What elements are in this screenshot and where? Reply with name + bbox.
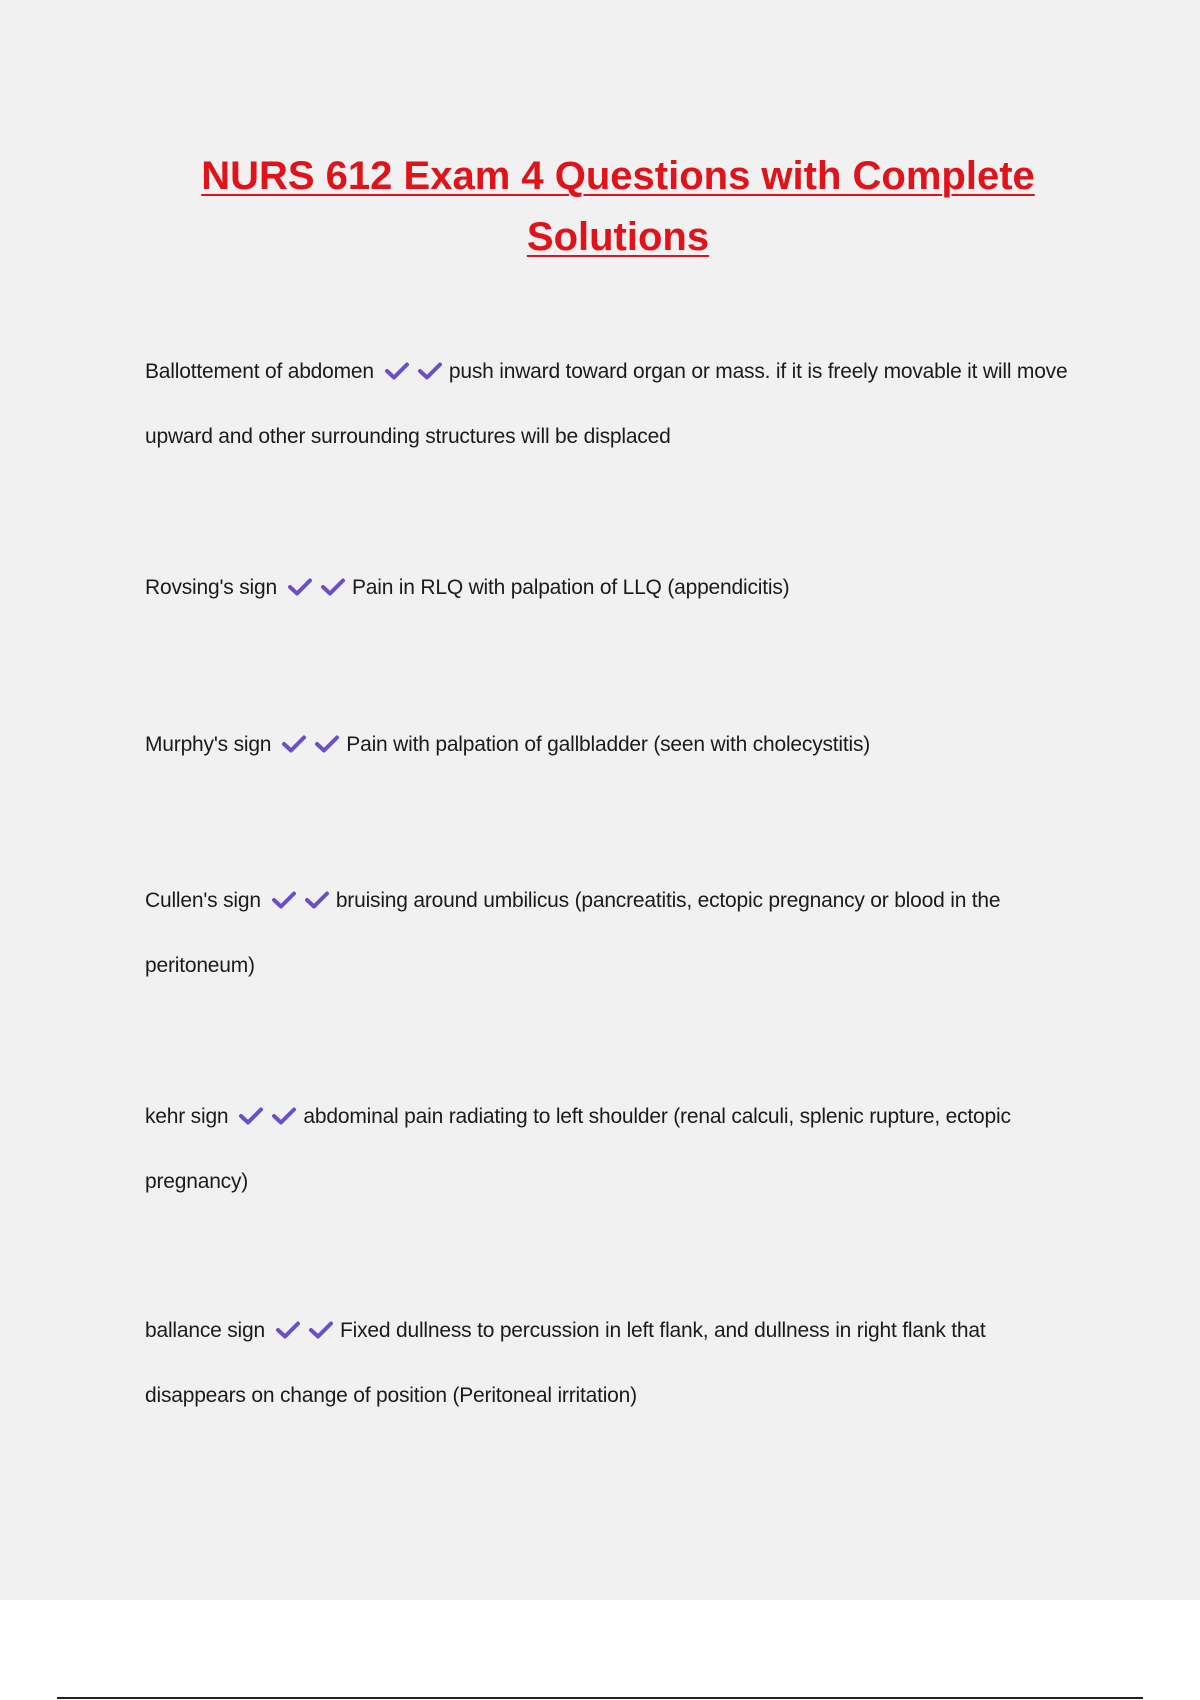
double-checkmark-icon <box>238 1089 301 1151</box>
entry-term: ballance sign <box>145 1319 265 1342</box>
qa-entry <box>145 1300 1090 1427</box>
double-checkmark-icon <box>275 1303 338 1365</box>
entry-term: Cullen's sign <box>145 889 261 912</box>
qa-entry <box>145 341 1090 468</box>
entry-term: Murphy's sign <box>145 733 272 756</box>
entry-definition: Pain in RLQ with palpation of LLQ (appendicitis) <box>351 576 790 599</box>
entry-definition: push inward toward organ or mass. if it is freely movable it will move upward and other surrounding structures will be displaced <box>145 360 1068 448</box>
double-checkmark-icon <box>384 344 447 406</box>
entry-term: Rovsing's sign <box>145 576 277 599</box>
entry-definition: Fixed dullness to percussion in left flank, and dullness in right flank that disappears on change of position (Peritoneal irritation) <box>145 1319 986 1407</box>
entry-term: kehr sign <box>145 1105 229 1128</box>
entry-definition: Pain with palpation of gallbladder (seen with cholecystitis) <box>346 733 871 756</box>
qa-entry <box>145 714 1090 779</box>
entry-definition: bruising around umbilicus (pancreatitis, ectopic pregnancy or blood in the peritoneum) <box>145 889 1001 977</box>
qa-entry <box>145 557 1090 622</box>
qa-entry <box>145 870 1090 997</box>
double-checkmark-icon <box>281 717 344 779</box>
document-title: NURS 612 Exam 4 Questions with Complete Solutions <box>201 154 1035 259</box>
double-checkmark-icon <box>287 560 350 622</box>
entry-definition: abdominal pain radiating to left shoulder (renal calculi, splenic rupture, ectopic pregnancy) <box>145 1105 1011 1193</box>
qa-entry <box>145 1086 1090 1213</box>
entry-term: Ballottement of abdomen <box>145 360 374 383</box>
double-checkmark-icon <box>271 873 334 935</box>
page-bottom-rule <box>57 1697 1143 1699</box>
